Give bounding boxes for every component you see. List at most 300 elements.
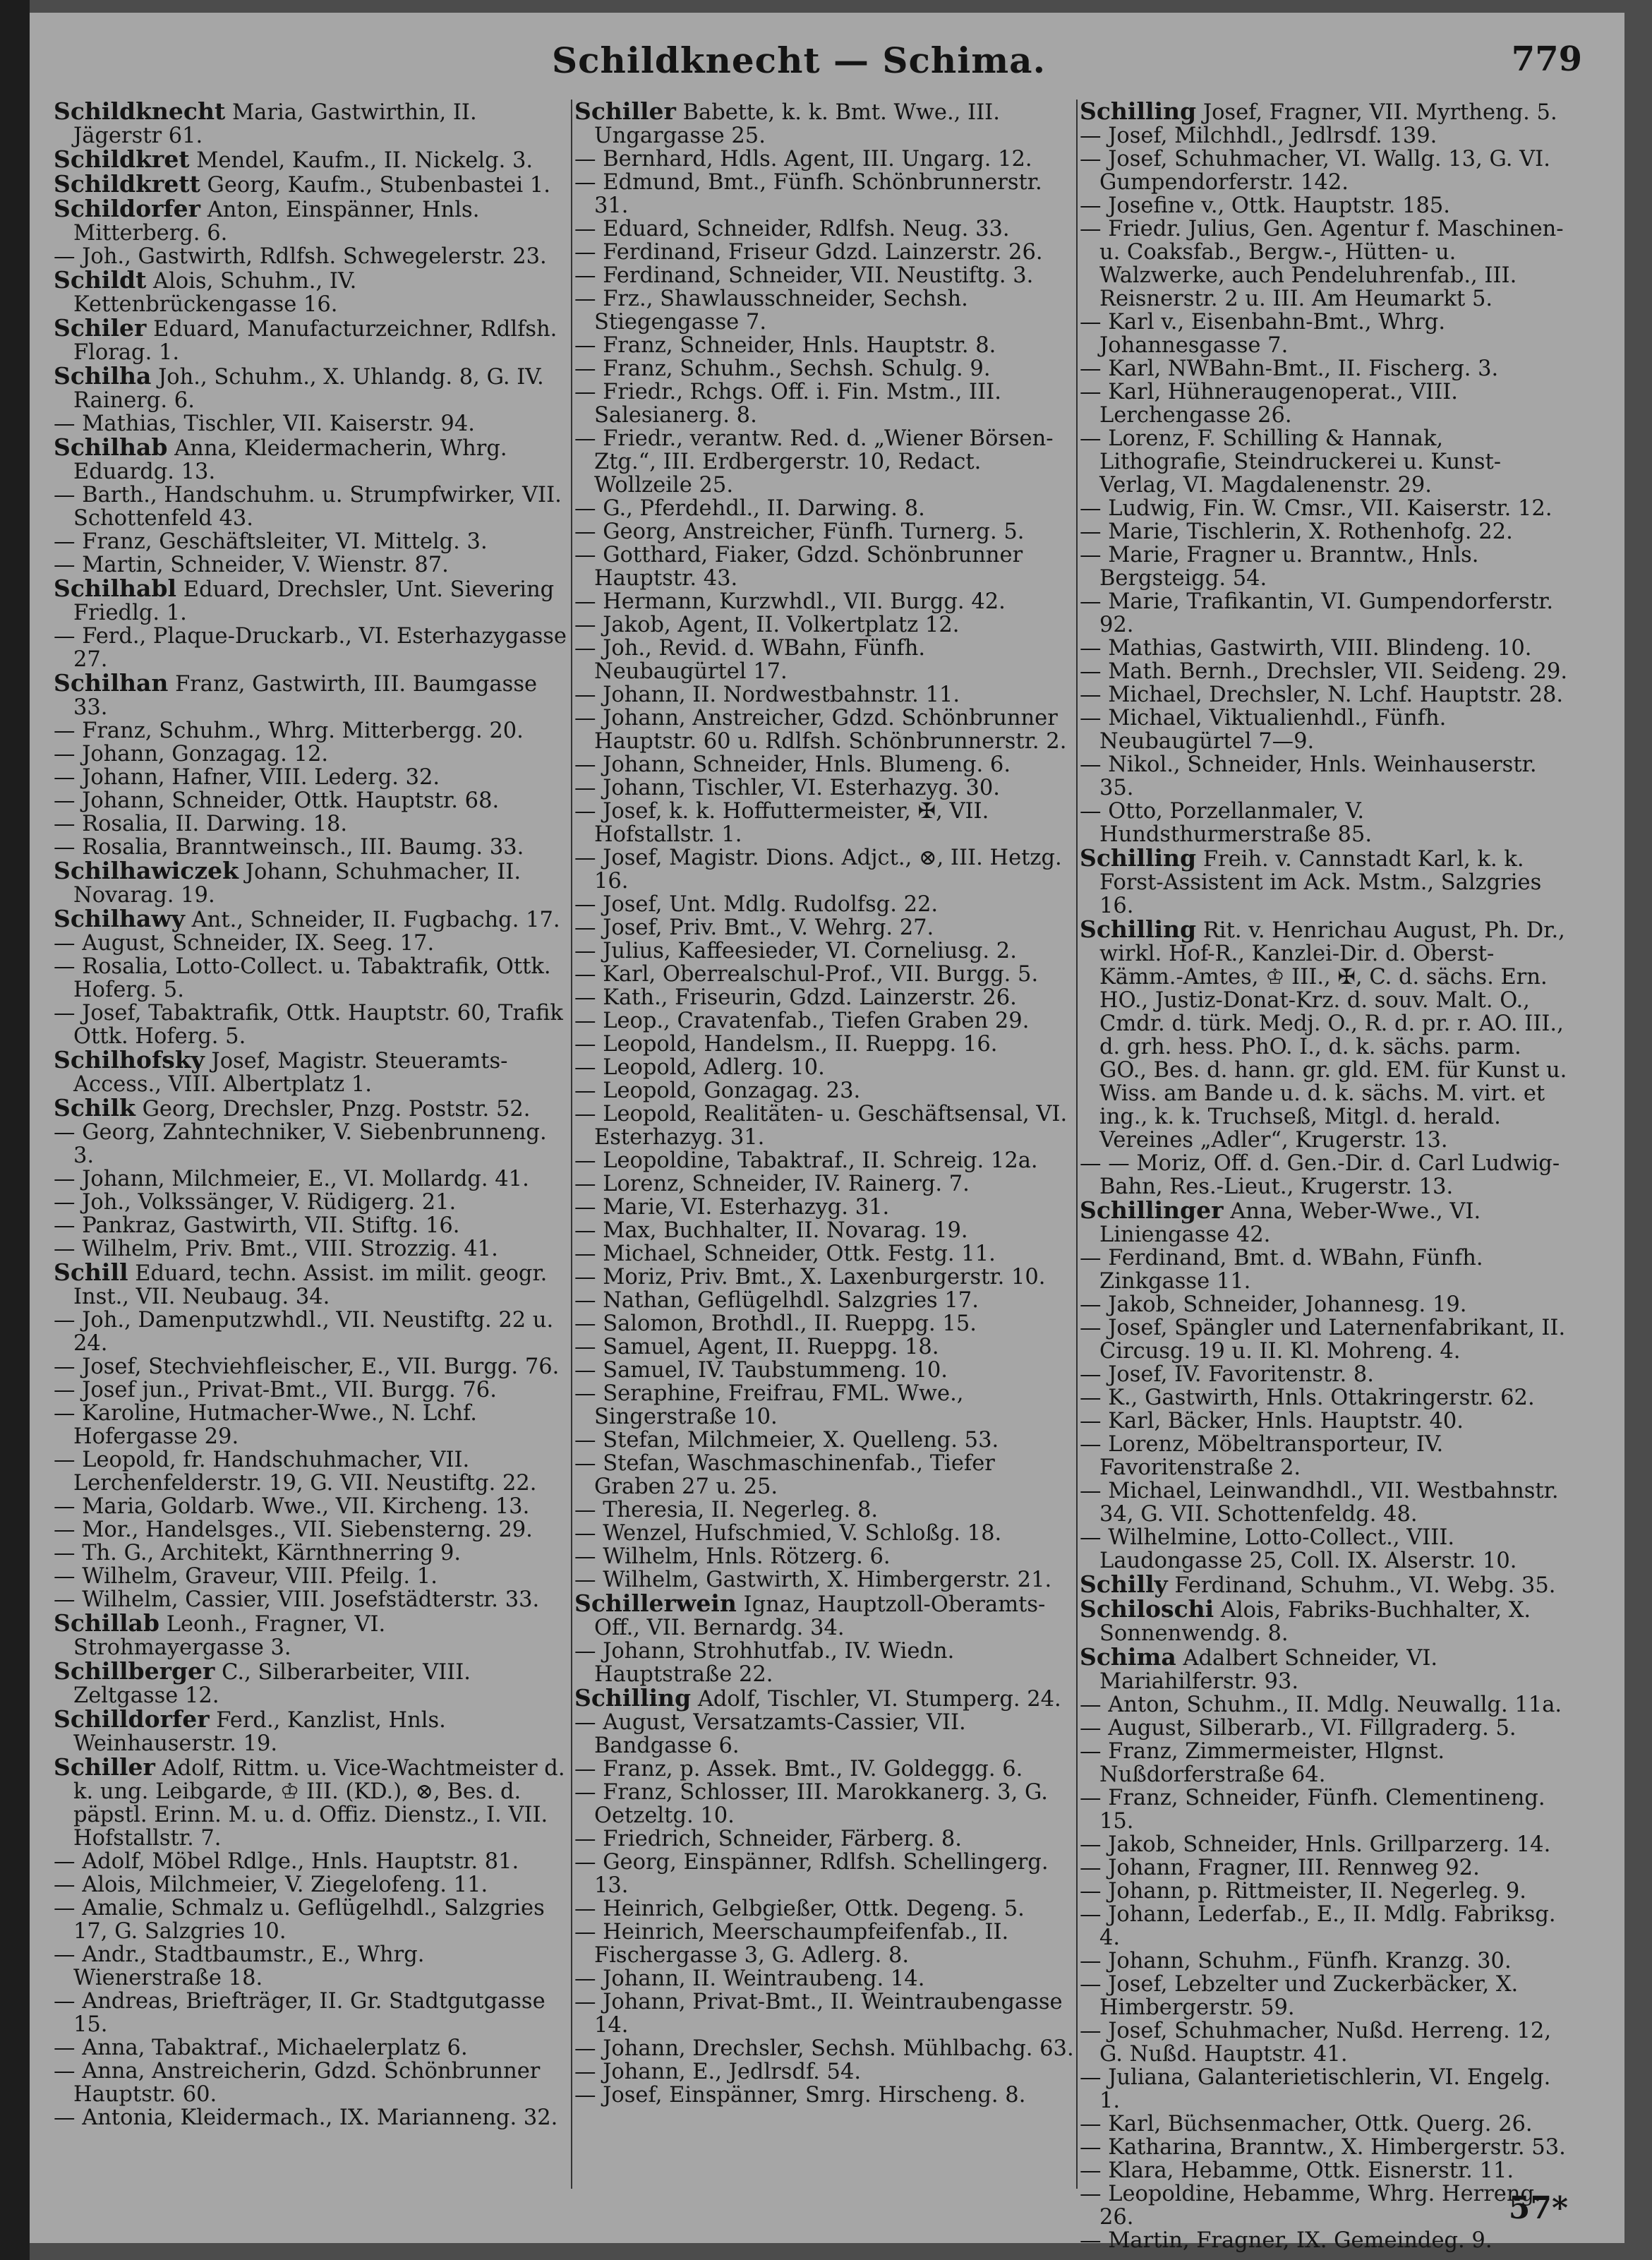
directory-entry [1080,497,1575,520]
entry-text: — Josef jun., Privat-Bmt., VII. Burgg. 76. [54,1378,497,1402]
directory-entry [574,1568,1074,1592]
directory-entry [574,2084,1074,2107]
entry-text: — Josef, IV. Favoritenstr. 8. [1080,1362,1374,1387]
directory-page [30,13,1624,2253]
entry-text: — Ferdinand, Bmt. d. WBahn, Fünfh. Zinkgasse 11. [1080,1246,1483,1294]
entry-text: — Bernhard, Hdls. Agent, III. Ungarg. 12. [574,147,1032,172]
surname: Schildkret [54,145,190,173]
directory-entry [1080,1479,1575,1526]
entry-text: — G., Pferdehdl., II. Darwing. 8. [574,496,925,521]
entry-text: Alois, Schuhm., IV. Kettenbrückengasse 16. [73,269,357,317]
directory-entry [1080,194,1575,217]
surname: Schilk [54,1094,135,1122]
directory-entry [54,577,569,625]
entry-text: — Wilhelmine, Lotto-Collect., VIII. Laudongasse 25, Coll. IX. Alserstr. 10. [1080,1525,1517,1573]
directory-entry [574,1897,1074,1921]
entry-text: — Franz, Zimmermeister, Hlgnst. Nußdorferstraße 64. [1080,1739,1445,1787]
directory-entry [1080,1198,1575,1246]
entry-text: — Max, Buchhalter, II. Novarag. 19. [574,1218,968,1243]
entry-text: — Leopold, Gonzagag. 23. [574,1078,861,1103]
entry-text: — Mathias, Tischler, VII. Kaiserstr. 94. [54,411,475,436]
directory-entry [574,217,1074,241]
directory-entry [1080,1293,1575,1316]
entry-text: — Wenzel, Hufschmied, V. Schloßg. 18. [574,1521,1002,1546]
surname: Schilhab [54,433,168,461]
entry-text: — Franz, p. Assek. Bmt., IV. Goldeggg. 6. [574,1757,1023,1781]
surname: Schiller [574,97,676,125]
surname: Schillab [54,1609,159,1637]
entry-text: — Johann, II. Weintraubeng. 14. [574,1966,925,1991]
directory-entry [574,916,1074,939]
entry-text: — Leopoldine, Tabaktraf., II. Schreig. 12a. [574,1148,1038,1173]
directory-entry [574,148,1074,171]
entry-text: — Leop., Cravatenfab., Tiefen Graben 29. [574,1009,1030,1033]
directory-entry [1080,357,1575,380]
entry-text: — Josefine v., Ottk. Hauptstr. 185. [1080,193,1450,218]
directory-entry [54,1990,569,2036]
directory-entry [1080,380,1575,427]
directory-entry [574,97,1074,148]
entry-text: — Hermann, Kurzwhdl., VII. Burgg. 42. [574,589,1006,614]
surname: Schildt [54,266,147,294]
directory-entry [1080,2182,1575,2229]
directory-entry [574,1009,1074,1033]
directory-entry [574,776,1074,800]
entry-text: — Jakob, Schneider, Johannesg. 19. [1080,1292,1467,1317]
scan-border [0,0,30,2260]
surname: Schilling [1080,844,1197,872]
entry-text: — Michael, Drechsler, N. Lchf. Hauptstr. 28. [1080,683,1564,707]
entry-text: — Karoline, Hutmacher-Wwe., N. Lchf. Hofergasse 29. [54,1401,477,1449]
entry-text: — Otto, Porzellanmaler, V. Hundsthurmerstraße 85. [1080,799,1373,847]
directory-entry [574,1589,1074,1640]
directory-entry [54,2106,569,2129]
entry-text: — Alois, Milchmeier, V. Ziegelofeng. 11. [54,1873,488,1897]
directory-entry [574,1781,1074,1827]
entry-text: — Joh., Volkssänger, V. Rüdigerg. 21. [54,1190,457,1215]
entry-text: Josef, Magistr. Steueramts-Access., VIII. Albertplatz 1. [73,1049,508,1097]
directory-entry [54,1873,569,1897]
entry-text: — Wilhelm, Hnls. Rötzerg. 6. [574,1544,891,1569]
directory-entry [1080,1880,1575,1903]
directory-entry [574,939,1074,963]
entry-text: — Lorenz, F. Schilling & Hannak, Lithografie, Steindruckerei u. Kunst-Verlag, VI. Magdalenenstr. 29. [1080,426,1502,498]
surname: Schilhofsky [54,1046,205,1074]
entry-text: — Karl, Bäcker, Hnls. Hauptstr. 40. [1080,1409,1464,1433]
directory-entry [54,1850,569,1873]
directory-entry [1080,148,1575,194]
entry-text: — Josef, Magistr. Dions. Adjct., ⊗, III. Hetzg. 16. [574,846,1062,894]
directory-entry [1080,915,1575,1153]
directory-entry [54,268,569,316]
entry-text: — Johann, Privat-Bmt., II. Weintraubengasse 14. [574,1990,1063,2038]
directory-entry [574,1079,1074,1102]
entry-text: Georg, Kaufm., Stubenbastei 1. [207,173,550,198]
directory-entry [54,836,569,859]
directory-entry [1080,217,1575,311]
directory-entry [54,197,569,245]
entry-text: — Joh., Damenputzwhdl., VII. Neustiftg. 22 u. 24. [54,1308,554,1356]
directory-entry [574,1711,1074,1757]
directory-entry [574,1219,1074,1242]
surname: Schilhan [54,669,169,697]
directory-entry [574,1686,1074,1711]
entry-text: — Johann, Anstreicher, Gdzd. Schönbrunner Hauptstr. 60 u. Rdlfsh. Schönbrunnerstr. 2. [574,706,1067,754]
directory-entry [54,1541,569,1565]
surname: Schildkrett [54,170,200,198]
entry-text: Alois, Fabriks-Buchhalter, X. Sonnenwendg. 8. [1099,1598,1531,1646]
entry-text: Ignaz, Hauptzoll-Oberamts-Off., VII. Bernardg. 34. [594,1592,1046,1640]
surname: Schildknecht [54,97,226,125]
directory-entry [1080,97,1575,125]
directory-entry [54,530,569,553]
directory-entry [1080,1152,1575,1198]
entry-text: — Juliana, Galanterietischlerin, VI. Engelg. 1. [1080,2065,1551,2113]
surname: Schilling [574,1684,692,1712]
directory-entry [574,497,1074,520]
entry-text: — Andr., Stadtbaumstr., E., Whrg. Wienerstraße 18. [54,1942,425,1990]
directory-entry [574,1149,1074,1172]
directory-entry [1080,1717,1575,1740]
directory-entry [54,1402,569,1448]
directory-entry [54,1565,569,1588]
directory-entry [1080,1833,1575,1856]
entry-text: — Ludwig, Fin. W. Cmsr., VII. Kaiserstr. 12. [1080,496,1552,521]
directory-entry [1080,1949,1575,1973]
entry-text: Babette, k. k. Bmt. Wwe., III. Ungargasse 25. [594,100,1000,148]
directory-entry [574,357,1074,380]
directory-entry [574,1640,1074,1686]
entry-text: — Franz, Schuhm., Whrg. Mitterbergg. 20. [54,719,524,743]
entry-text: — Johann, p. Rittmeister, II. Negerleg. 9. [1080,1879,1526,1904]
entry-text: — Rosalia, Branntweinsch., III. Baumg. 33. [54,835,524,860]
entry-text: — Friedrich, Schneider, Färberg. 8. [574,1827,962,1851]
directory-entry [1080,1645,1575,1693]
directory-entry [574,1289,1074,1312]
surname: Schilhawiczek [54,857,239,884]
directory-entry [574,427,1074,497]
directory-entry [574,171,1074,217]
directory-entry [574,1452,1074,1498]
directory-entry [54,743,569,766]
column-divider [571,100,572,2189]
entry-text: — Michael, Viktualienhdl., Fünfh. Neubaugürtel 7—9. [1080,706,1447,754]
entry-text: — Maria, Goldarb. Wwe., VII. Kircheng. 13. [54,1494,530,1519]
entry-text: — Georg, Anstreicher, Fünfh. Turnerg. 5. [574,519,1025,544]
directory-entry [1080,1973,1575,2019]
entry-text: — Stefan, Milchmeier, X. Quelleng. 53. [574,1428,999,1453]
entry-text: — Samuel, IV. Taubstummeng. 10. [574,1358,948,1383]
directory-entry [54,2060,569,2106]
directory-entry [574,1266,1074,1289]
directory-entry [1080,1693,1575,1717]
directory-entry [54,483,569,530]
entry-text: — Leopold, Adlerg. 10. [574,1055,825,1080]
entry-text: Adolf, Tischler, VI. Stumperg. 24. [697,1687,1061,1712]
directory-entry [574,1522,1074,1545]
directory-entry [1080,311,1575,357]
surname: Schilly [1080,1570,1168,1598]
entry-text: — K., Gastwirth, Hnls. Ottakringerstr. 62. [1080,1386,1535,1410]
column-divider [1076,100,1078,2189]
entry-text: — Mor., Handelsges., VII. Siebensterng. 29. [54,1517,533,1542]
directory-entry [1080,1410,1575,1433]
entry-text: — Anna, Anstreicherin, Gdzd. Schönbrunner Hauptstr. 60. [54,2059,541,2107]
entry-text: Georg, Drechsler, Pnzg. Poststr. 52. [142,1097,531,1122]
entry-text: — Gotthard, Fiaker, Gdzd. Schönbrunner Hauptstr. 43. [574,543,1023,591]
entry-text: Ferdinand, Schuhm., VI. Webg. 35. [1174,1573,1556,1598]
directory-entry [54,907,569,932]
directory-entry [574,707,1074,753]
entry-text: Freih. v. Cannstadt Karl, k. k. Forst-Assistent im Ack. Mstm., Salzgries 16. [1099,847,1542,918]
directory-entry [574,893,1074,916]
column-1 [54,97,569,2203]
entry-text: — Frz., Shawlausschneider, Sechsh. Stiegengasse 7. [574,287,968,335]
directory-entry [1080,846,1575,918]
entry-text: Josef, Fragner, VII. Myrtheng. 5. [1202,100,1557,125]
entry-text: — August, Silberarb., VI. Fillgraderg. 5. [1080,1716,1517,1741]
entry-text: — Leopold, fr. Handschuhmacher, VII. Lerchenfelderstr. 19, G. VII. Neustiftg. 22. [54,1448,537,1496]
directory-entry [54,955,569,1002]
sheet-signature: 57* [1508,2190,1568,2226]
directory-entry [574,334,1074,357]
entry-text: — Leopold, Handelsm., II. Rueppg. 16. [574,1032,998,1057]
directory-entry [574,1967,1074,1990]
directory-entry [574,1172,1074,1196]
entry-text: — Katharina, Branntw., X. Himbergerstr. 53. [1080,2135,1566,2160]
directory-entry [574,1335,1074,1359]
directory-entry [574,1851,1074,1897]
directory-entry [54,1755,569,1850]
entry-text: — Edmund, Bmt., Fünfh. Schönbrunnerstr. 31. [574,170,1042,218]
entry-text: — Josef, Lebzelter und Zuckerbäcker, X. Himbergerstr. 59. [1080,1972,1519,2020]
directory-entry [1080,543,1575,590]
page-title: Schildknecht — Schima. [552,40,1046,81]
directory-entry [1080,1526,1575,1573]
directory-entry [54,1096,569,1121]
directory-entry [574,1102,1074,1149]
directory-entry [574,2060,1074,2084]
directory-entry [54,766,569,789]
directory-entry [574,1827,1074,1851]
directory-entry [574,241,1074,264]
directory-entry [574,287,1074,334]
directory-entry [574,846,1074,893]
entry-text: — Martin, Schneider, V. Wienstr. 87. [54,553,449,577]
entry-text: — Anna, Tabaktraf., Michaelerplatz 6. [54,2036,468,2060]
directory-entry [54,625,569,671]
entry-text: — Mathias, Gastwirth, VIII. Blindeng. 10. [1080,636,1532,661]
entry-text: — Johann, E., Jedlrsdf. 54. [574,2060,862,2084]
entry-text: — Lorenz, Schneider, IV. Rainerg. 7. [574,1172,970,1196]
entry-text: — Friedr., Rchgs. Off. i. Fin. Mstm., III. Salesianerg. 8. [574,380,1001,428]
entry-text: — Wilhelm, Gastwirth, X. Himbergerstr. 21. [574,1568,1052,1592]
entry-text: — Georg, Einspänner, Rdlfsh. Schellingerg. 13. [574,1850,1049,1898]
directory-entry [574,637,1074,683]
page-number: 779 [1511,40,1582,79]
entry-text: — Johann, Drechsler, Sechsh. Mühlbachg. 63. [574,2036,1074,2061]
directory-entry [1080,2136,1575,2159]
directory-entry [574,986,1074,1009]
entry-text: — Josef, k. k. Hoffuttermeister, ✠, VII. Hofstallstr. 1. [574,799,989,847]
directory-entry [54,1897,569,1943]
directory-entry [54,97,569,148]
entry-text: — Josef, Tabaktrafik, Ottk. Hauptstr. 60, Trafik Ottk. Hoferg. 5. [54,1001,563,1049]
entry-text: — August, Versatzamts-Cassier, VII. Bandgasse 6. [574,1710,966,1758]
directory-entry [574,520,1074,543]
entry-text: — Anton, Schuhm., II. Mdlg. Neuwallg. 11a. [1080,1693,1562,1717]
directory-entry [574,613,1074,637]
entry-text: Anton, Einspänner, Hnls. Mitterberg. 6. [73,198,480,246]
directory-entry [1080,1570,1575,1598]
entry-text: — Rosalia, II. Darwing. 18. [54,812,348,836]
directory-entry [1080,590,1575,637]
directory-entry [54,1378,569,1402]
directory-entry [54,789,569,812]
directory-entry [574,2037,1074,2060]
entry-text: — Ferdinand, Friseur Gdzd. Lainzerstr. 26. [574,240,1043,265]
directory-entry [1080,1786,1575,1833]
entry-text: — Klara, Hebamme, Ottk. Eisnerstr. 11. [1080,2158,1514,2183]
entry-text: — Johann, Strohhutfab., IV. Wiedn. Hauptstraße 22. [574,1639,955,1687]
entry-text: — Martin, Fragner, IX. Gemeindeg. 9. [1080,2228,1493,2253]
entry-text: — Nikol., Schneider, Hnls. Weinhauserstr. 35. [1080,752,1537,800]
entry-text: — Seraphine, Freifrau, FML. Wwe., Singerstraße 10. [574,1381,964,1429]
directory-entry [1080,2159,1575,2182]
directory-entry [54,1611,569,1659]
directory-entry [574,1545,1074,1568]
surname: Schiloschi [1080,1595,1214,1623]
directory-entry [54,412,569,435]
entry-text: — Andreas, Briefträger, II. Gr. Stadtgutgasse 15. [54,1989,545,2037]
entry-text: — Friedr., verantw. Red. d. „Wiener Börsen-Ztg.“, III. Erdbergerstr. 10, Redact. Wollzeile 25. [574,426,1054,498]
entry-text: — Amalie, Schmalz u. Geflügelhdl., Salzgries 17, G. Salzgries 10. [54,1896,545,1944]
entry-text: — Leopold, Realitäten- u. Geschäftsensal, VI. Esterhazyg. 31. [574,1102,1068,1150]
entry-text: Leonh., Fragner, VI. Strohmayergasse 3. [73,1612,386,1660]
entry-text: Anna, Kleidermacherin, Whrg. Eduardg. 13. [73,436,507,484]
entry-text: — Franz, Schneider, Fünfh. Clementineng. 15. [1080,1786,1545,1834]
surname: Schildorfer [54,195,201,222]
entry-text: — Josef, Spängler und Laternenfabrikant, II. Circusg. 19 u. II. Kl. Mohreng. 4. [1080,1316,1566,1364]
entry-text: — Wilhelm, Graveur, VIII. Pfeilg. 1. [54,1564,438,1589]
surname: Schillinger [1080,1196,1224,1224]
entry-text: Adalbert Schneider, VI. Mariahilferstr. 93. [1099,1646,1438,1694]
directory-entry [54,1002,569,1048]
surname: Schima [1080,1643,1176,1671]
entry-text: — Marie, Fragner u. Branntw., Hnls. Bergsteigg. 54. [1080,543,1479,591]
directory-entry [1080,2066,1575,2112]
entry-text: — Karl, Büchsenmacher, Ottk. Querg. 26. [1080,2112,1533,2136]
entry-text: Ferd., Kanzlist, Hnls. Weinhauserstr. 19. [73,1708,446,1756]
directory-entry [54,316,569,364]
directory-entry [54,1214,569,1237]
entry-text: Anna, Weber-Wwe., VI. Liniengasse 42. [1099,1199,1481,1247]
directory-entry [54,1659,569,1707]
directory-entry [574,753,1074,776]
entry-text: Eduard, techn. Assist. im milit. geogr. Inst., VII. Neubaug. 34. [73,1261,548,1309]
entry-text: — Josef, Einspänner, Smrg. Hirscheng. 8. [574,2083,1026,2108]
surname: Schilha [54,362,152,390]
entry-text: — — Moriz, Off. d. Gen.-Dir. d. Carl Ludwig-Bahn, Res.-Lieut., Krugerstr. 13. [1080,1151,1560,1199]
entry-text: — Salomon, Brothdl., II. Rueppg. 15. [574,1311,977,1336]
entry-text: — Julius, Kaffeesieder, VI. Corneliusg. 2. [574,939,1017,963]
entry-text: — Marie, VI. Esterhazyg. 31. [574,1195,890,1220]
directory-entry [54,1237,569,1261]
entry-text: — Josef, Schuhmacher, VI. Wallg. 13, G. VI. Gumpendorferstr. 142. [1080,147,1550,195]
entry-text: — Josef, Priv. Bmt., V. Wehrg. 27. [574,915,934,940]
entry-text: — Karl, Hühneraugenoperat., VIII. Lerchengasse 26. [1080,380,1458,428]
entry-text: — Barth., Handschuhm. u. Strumpfwirker, VII. Schottenfeld 43. [54,483,562,531]
entry-text: — Eduard, Schneider, Rdlfsh. Neug. 33. [574,217,1010,241]
directory-entry [574,1498,1074,1522]
directory-entry [1080,683,1575,707]
directory-entry [1080,1740,1575,1786]
entry-text: Franz, Gastwirth, III. Baumgasse 33. [73,672,538,720]
directory-entry [574,1359,1074,1382]
directory-entry [574,1921,1074,1967]
surname: Schillerwein [574,1589,737,1617]
surname: Schilling [1080,97,1197,125]
running-head [30,40,1624,89]
entry-text: — Ferdinand, Schneider, VII. Neustiftg. 3. [574,263,1034,288]
surname: Schill [54,1258,128,1286]
directory-entry [574,590,1074,613]
entry-text: Eduard, Drechsler, Unt. Sievering Friedlg. 1. [73,577,555,625]
entry-text: — Johann, Hafner, VIII. Lederg. 32. [54,765,440,790]
entry-text: — Ferd., Plaque-Druckarb., VI. Esterhazygasse 27. [54,624,567,672]
directory-entry [1080,520,1575,543]
directory-entry [54,812,569,836]
directory-entry [54,364,569,412]
entry-text: — Karl v., Eisenbahn-Bmt., Whrg. Johannesgasse 7. [1080,310,1446,358]
entry-text: Rit. v. Henrichau August, Ph. Dr., wirkl. Hof-R., Kanzlei-Dir. d. Oberst-Kämm.-Amtes, ♔ III., ✠, C. d. sächs. Ern. HO., Justiz-Donat-Krz. d. souv. Malt. O., Cmdr. d. türk. Medj. O., R. d. pr. r. AO. III., d. grh. hess. PhO. I., d. k. sächs. parm. GO., Bes. d. hann. gr. gld. EM. für Kunst u. Wiss. am Bande u. d. k. sächs. M. virt. et ing., k. k. Truchseß, Mitgl. d. herald. Vereines „Adler“, Krugerstr. 13. [1099,918,1567,1153]
directory-entry [1080,124,1575,148]
directory-entry [574,1242,1074,1266]
directory-entry [1080,2019,1575,2066]
entry-text: — Antonia, Kleidermach., IX. Marianneng. 32. [54,2105,558,2130]
entry-text: — Josef, Milchhdl., Jedlrsdf. 139. [1080,124,1437,148]
directory-entry [54,2036,569,2060]
entry-text: — Rosalia, Lotto-Collect. u. Tabaktrafik, Ottk. Hoferg. 5. [54,954,551,1002]
directory-entry [1080,1386,1575,1410]
entry-text: — Johann, Schneider, Ottk. Hauptstr. 68. [54,788,500,813]
entry-text: — Franz, Schlosser, III. Marokkanerg. 3, G. Oetzeltg. 10. [574,1780,1048,1828]
entry-text: C., Silberarbeiter, VIII. Zeltgasse 12. [73,1660,471,1708]
column-2 [574,97,1074,2203]
directory-entry [574,1196,1074,1219]
directory-entry [54,1258,569,1309]
directory-entry [54,1448,569,1495]
directory-entry [1080,1363,1575,1386]
directory-entry [54,1309,569,1355]
entry-text: — Pankraz, Gastwirth, VII. Stiftg. 16. [54,1213,460,1238]
entry-text: — Samuel, Agent, II. Rueppg. 18. [574,1335,939,1359]
directory-entry [574,963,1074,986]
directory-entry [54,145,569,173]
directory-entry [54,932,569,955]
entry-text: — Leopoldine, Hebamme, Whrg. Herreng. 26. [1080,2182,1541,2230]
entry-text: Adolf, Rittm. u. Vice-Wachtmeister d. k. ung. Leibgarde, ♔ III. (KD.), ⊗, Bes. d. päpstl. Erinn. M. u. d. Offiz. Dienstz., I. VII. Hofstallstr. 7. [73,1756,565,1851]
directory-entry [54,859,569,907]
directory-entry [1080,427,1575,497]
entry-text: — Franz, Geschäftsleiter, VI. Mittelg. 3. [54,529,488,554]
entry-text: — Karl, Oberrealschul-Prof., VII. Burgg. 5. [574,962,1039,987]
directory-entry [1080,753,1575,800]
entry-text: — Joh., Gastwirth, Rdlfsh. Schwegelerstr. 23. [54,244,547,269]
directory-entry [1080,1246,1575,1293]
directory-entry [1080,2229,1575,2252]
entry-text: Mendel, Kaufm., II. Nickelg. 3. [196,148,533,173]
